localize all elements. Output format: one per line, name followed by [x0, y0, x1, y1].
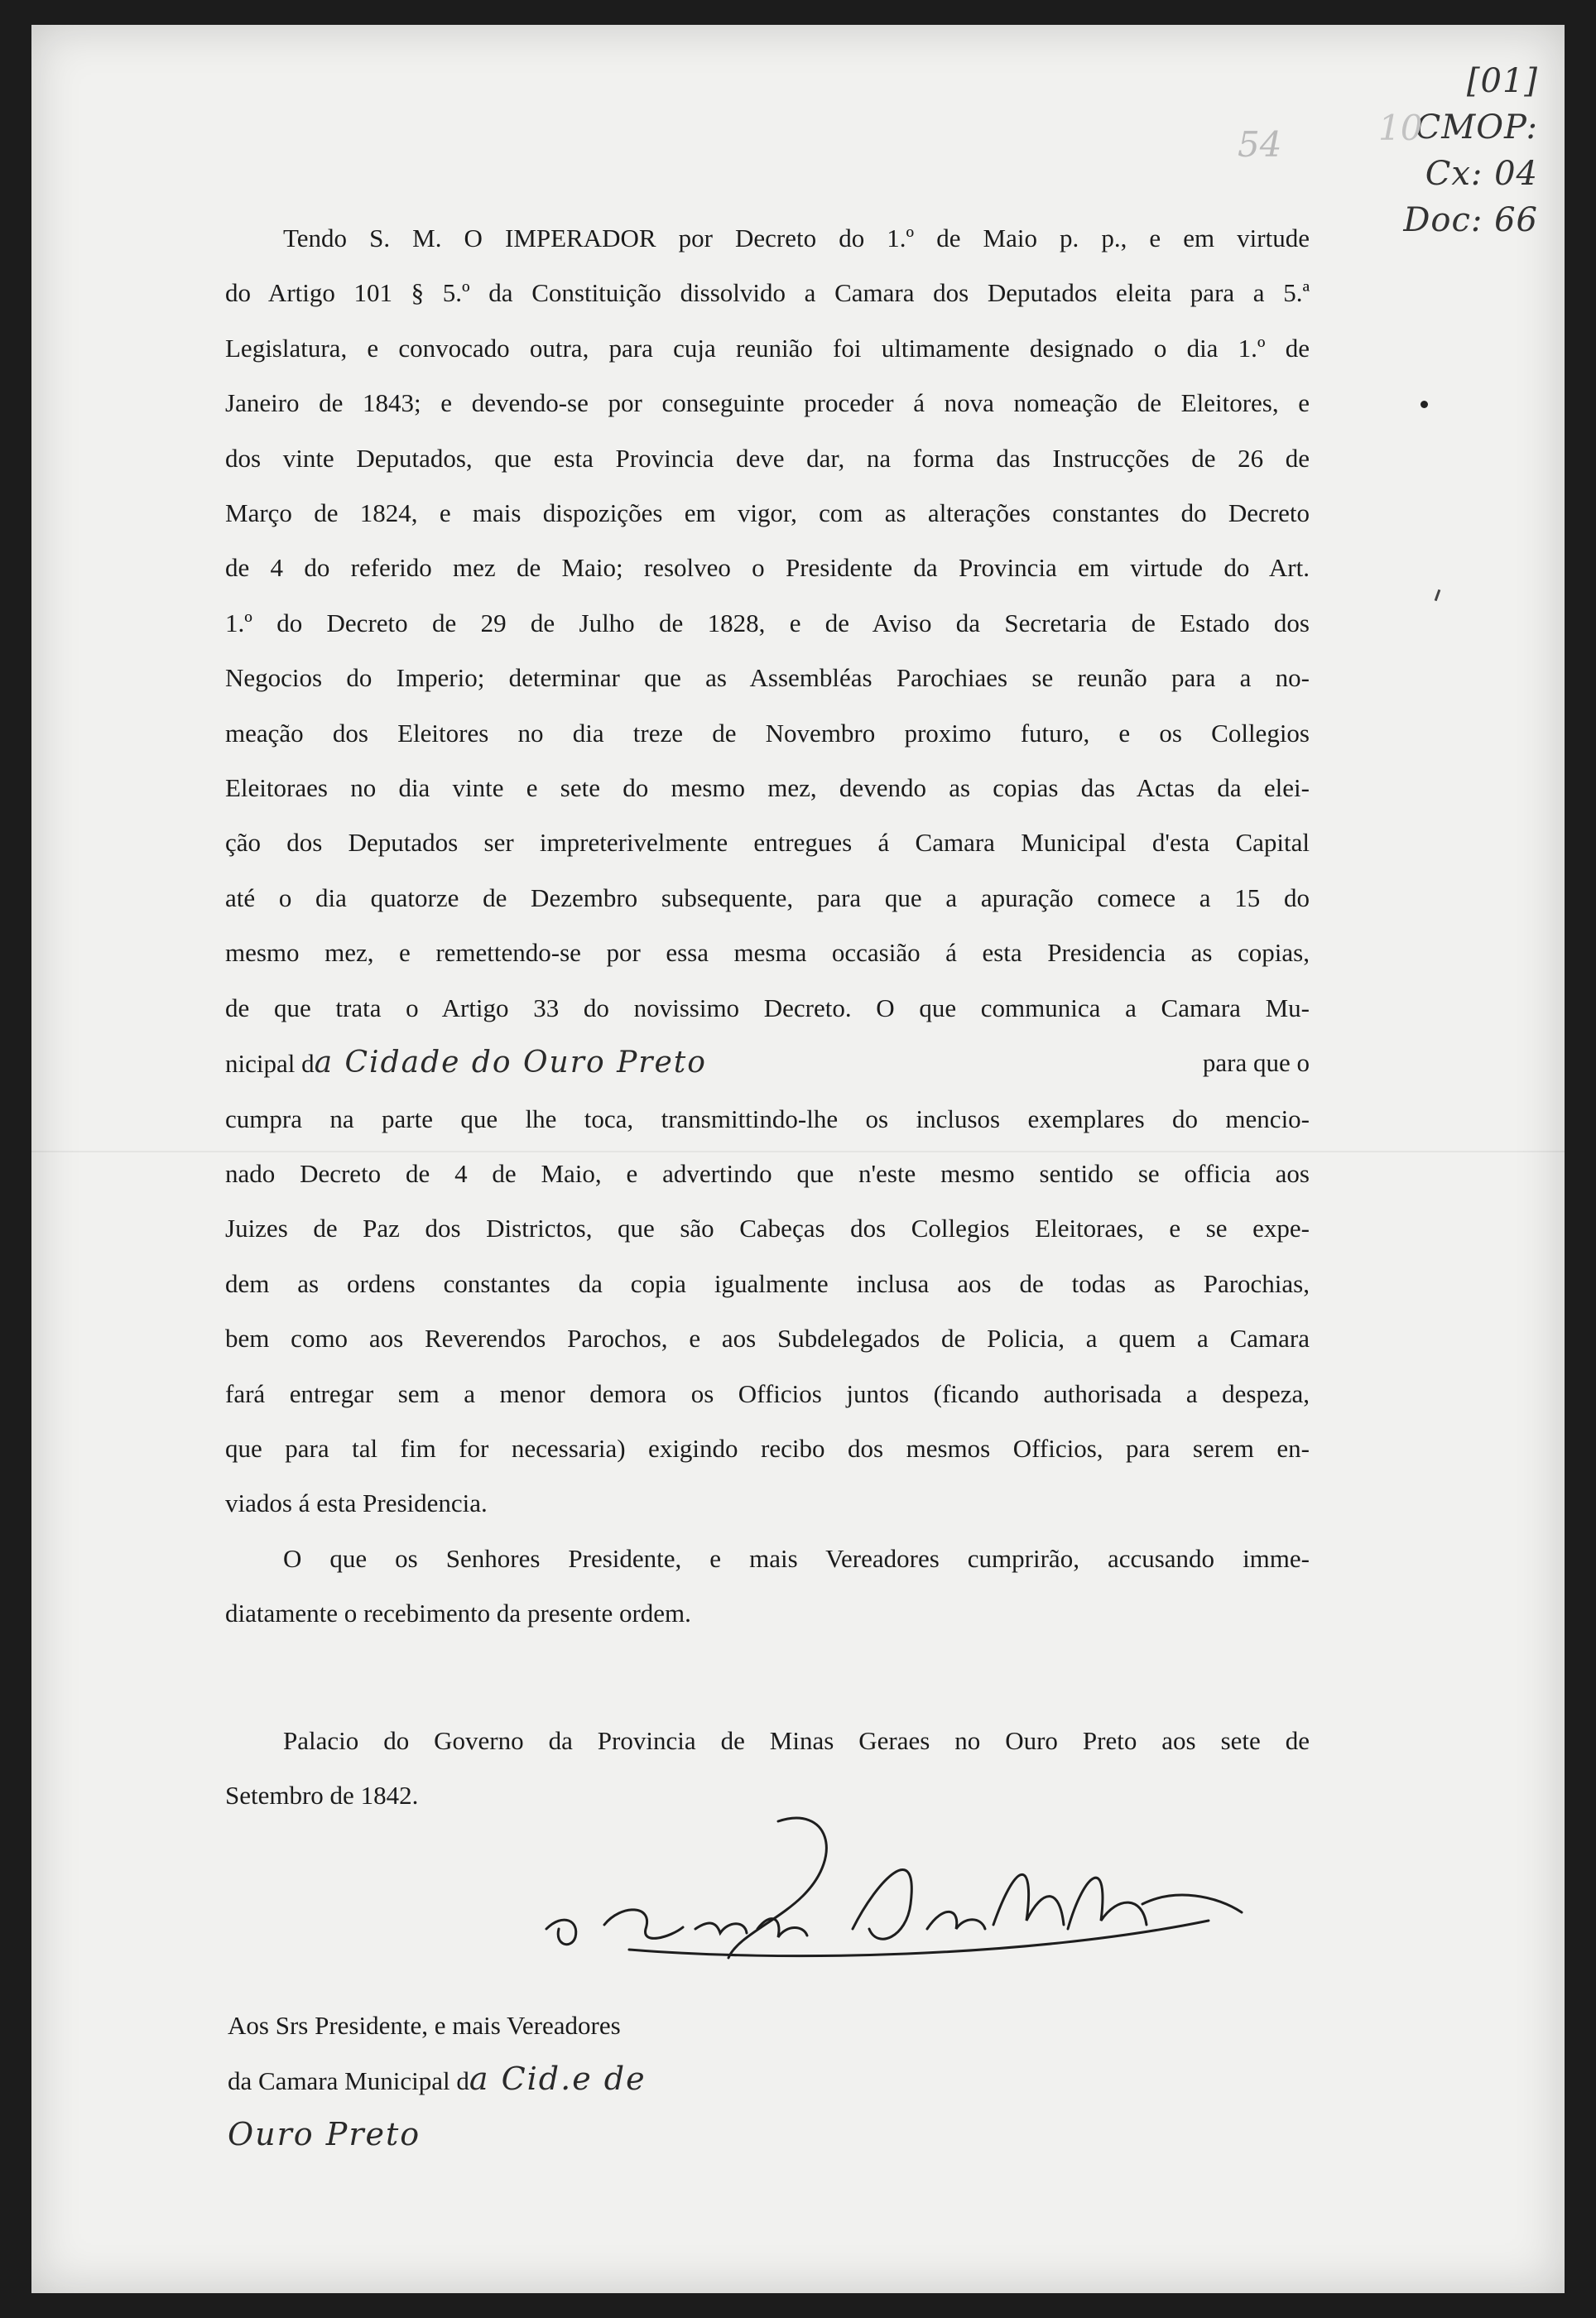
decree-line: cumpra na parte que lhe toca, transmittindo-lhe os inclusos exemplares do mencio- — [225, 1104, 1310, 1133]
decree-line: Março de 1824, e mais dispozições em vigor, com as alterações constantes do Decreto — [225, 498, 1310, 528]
decree-line: Negocios do Imperio; determinar que as Assembléas Parochiaes se reunão para a no- — [225, 663, 1310, 693]
address-line-2-prefix: da Camara Municipal d — [228, 2066, 469, 2095]
decree-line: Janeiro de 1843; e devendo-se por conseguinte proceder á nova nomeação de Eleitores, e — [225, 388, 1310, 418]
archive-reference — [1348, 58, 1538, 243]
margin-dot — [1421, 401, 1428, 408]
decree-line: do Artigo 101 § 5.º da Constituição dissolvido a Camara dos Deputados eleita para a 5.ª — [225, 278, 1310, 308]
decree-line: meação dos Eleitores no dia treze de Novembro proximo futuro, e os Collegios — [225, 718, 1310, 748]
decree-line: dem as ordens constantes da copia igualmente inclusa aos de todas as Parochias, — [225, 1268, 1310, 1298]
decree-line: fará entregar sem a menor demora os Officios juntos (ficando authorisada a despeza, — [225, 1378, 1310, 1408]
decree-line: mesmo mez, e remettendo-se por essa mesma occasião á esta Presidencia as copias, — [225, 938, 1310, 968]
address-line-1: Aos Srs Presidente, e mais Vereadores — [228, 2011, 621, 2040]
municipal-prefix: nicipal d — [225, 1049, 315, 1079]
signature — [530, 1805, 1258, 1970]
decree-line: bem como aos Reverendos Parochos, e aos Subdelegados de Policia, a quem a Camara — [225, 1324, 1310, 1354]
dateline-line-1: Palacio do Governo da Provincia de Minas Geraes no Ouro Preto aos sete de — [283, 1726, 1310, 1755]
closing-line: O que os Senhores Presidente, e mais Vereadores cumprirão, accusando imme- — [283, 1543, 1310, 1573]
municipal-line — [225, 1036, 1310, 1091]
signature-text: Bernardo Jacintho da Veiga — [894, 1968, 917, 1969]
archive-document: Doc: 66 — [1403, 201, 1538, 239]
decree-line: Tendo S. M. O IMPERADOR por Decreto do 1.º de Maio p. p., e em virtude — [283, 224, 1310, 252]
municipal-handwritten: a Cidade do Ouro Preto — [314, 1046, 707, 1080]
decree-line: de 4 do referido mez de Maio; resolveo o Presidente da Provincia em virtude do Art. — [225, 553, 1310, 583]
pencil-page-number: 54 — [1238, 124, 1282, 165]
address-line-3-handwritten: Ouro Preto — [228, 2116, 421, 2152]
decree-line: Eleitoraes no dia vinte e sete do mesmo mez, devendo as copias das Actas da elei- — [225, 773, 1310, 803]
decree-body — [225, 211, 1310, 1642]
decree-line: de que trata o Artigo 33 do novissimo Decreto. O que communica a Camara Mu- — [225, 993, 1310, 1022]
decree-line: Legislatura, e convocado outra, para cuja reunião foi ultimamente designado o dia 1.º de — [225, 333, 1310, 363]
decree-line: Juizes de Paz dos Districtos, que são Cabeças dos Collegios Eleitoraes, e se expe- — [225, 1214, 1310, 1243]
address-line-2-handwritten: a Cid.e de — [469, 2061, 647, 2097]
decree-line: ção dos Deputados ser impreterivelmente entregues á Camara Municipal d'esta Capital — [225, 828, 1310, 858]
closing-line: diatamente o recebimento da presente ordem. — [225, 1599, 691, 1628]
archive-collection: CMOP: — [1415, 108, 1538, 147]
archive-box: Cx: 04 — [1425, 155, 1538, 193]
archive-folio: [01] — [1466, 62, 1538, 100]
decree-line: 1.º do Decreto de 29 de Julho de 1828, e de Aviso da Secretaria de Estado dos — [225, 608, 1310, 637]
pencil-folio-number: 10 — [1378, 108, 1423, 148]
decree-line: até o dia quatorze de Dezembro subsequente, para que a apuração comece a 15 do — [225, 882, 1310, 912]
address-block — [228, 1999, 890, 2161]
dateline-line-2: Setembro de 1842. — [225, 1781, 419, 1811]
address-line-2 — [228, 2052, 890, 2108]
municipal-suffix: para que o — [1202, 1048, 1310, 1078]
decree-line: nado Decreto de 4 de Maio, e advertindo que n'este mesmo sentido se officia aos — [225, 1158, 1310, 1188]
decree-line: viados á esta Presidencia. — [225, 1488, 488, 1518]
decree-line: dos vinte Deputados, que esta Provincia deve dar, na forma das Instrucções de 26 de — [225, 443, 1310, 473]
decree-line: que para tal fim for necessaria) exigindo recibo dos mesmos Officios, para serem en- — [225, 1433, 1310, 1463]
